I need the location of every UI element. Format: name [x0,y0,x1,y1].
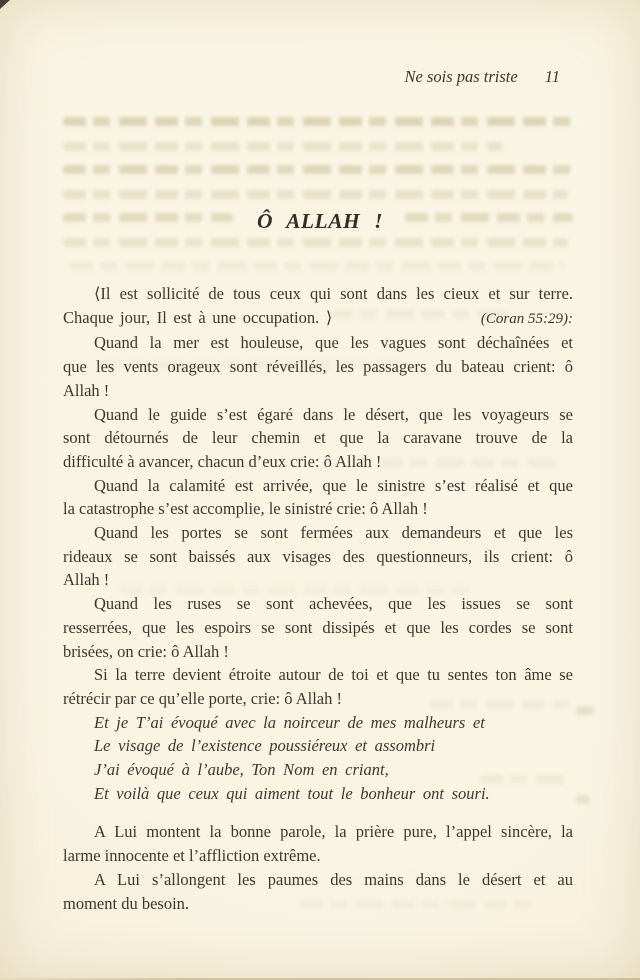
chapter-title: Ô ALLAH ! [256,209,384,233]
paragraph-normal [63,820,573,867]
bleedthrough-artifact [576,795,590,804]
text-line: Et voilà que ceux qui aiment tout le bonheur ont souri. [94,783,490,803]
paragraph-normal [63,663,573,710]
text-line: que les vents orageux sont réveillés, les passagers du bateau crient: ô [63,357,573,377]
text-line: rétrécir par ce qu’elle porte, crie: ô Allah ! [63,688,342,708]
paragraph-poem [63,711,573,806]
text-line: Quand le guide s’est égaré dans le désert, que les voyageurs se [94,404,573,424]
bleedthrough-artifact [63,117,573,126]
text-line: rideaux se sont baissés aux visages des questionneurs, ils crient: ô [63,546,573,566]
running-title: Ne sois pas triste [404,67,518,86]
bleedthrough-artifact [63,190,568,199]
text-line: larme innocente et l’affliction extrême. [63,846,321,866]
paragraph-normal [63,403,573,474]
paragraph-normal [63,592,573,663]
quran-citation: (Coran 55:29): [480,310,573,327]
text-line: ⟨Il est sollicité de tous ceux qui sont dans les cieux et sur terre. [94,284,573,303]
bleedthrough-artifact [70,262,565,271]
text-line: sont détournés de leur chemin et que la caravane trouve de la [63,428,573,448]
paragraph-normal [63,474,573,521]
text-line: difficulté à avancer, chacun d’eux crie: ô Allah ! [63,451,382,471]
page-header [404,67,560,87]
text-line: moment du besoin. [63,893,190,913]
bleedthrough-artifact [63,165,573,174]
body-text [63,282,573,915]
bleedthrough-artifact [63,142,503,151]
text-line: Le visage de l’existence poussiéreux et assombri [94,736,436,756]
bleedthrough-artifact [63,238,568,247]
paragraph-normal [63,521,573,592]
text-line: A Lui s’allongent les paumes des mains dans le désert et au [94,869,573,889]
text-line [63,306,573,332]
text-line: Et je T’ai évoqué avec la noirceur de mes malheurs et [94,712,485,732]
text-line: Allah ! [63,570,110,590]
text-line: J’ai évoqué à l’aube, Ton Nom en criant, [94,760,389,780]
text-line: Quand les ruses se sont achevées, que les issues se sont [94,594,573,614]
text-line: Quand la calamité est arrivée, que le sinistre s’est réalisé et que [94,475,573,495]
page-number: 11 [544,67,560,86]
scan-corner-artifact [0,0,10,9]
text-line: resserrées, que les espoirs se sont dissipés et que les cordes se sont [63,617,573,637]
text-line: Allah ! [63,380,110,400]
text-line: Quand les portes se sont fermées aux demandeurs et que les [94,523,573,543]
text-line: brisées, on crie: ô Allah ! [63,641,229,661]
paragraph-quote [63,282,573,331]
text-line: Quand la mer est houleuse, que les vagues sont déchaînées et [94,333,573,353]
quote-end-text: Chaque jour, Il est à une occupation. ⟩ [63,307,333,327]
text-line: Si la terre devient étroite autour de toi et que tu sentes ton âme se [94,665,573,685]
paragraph-normal [63,331,573,402]
paragraph-normal [63,868,573,915]
text-line: A Lui montent la bonne parole, la prière pure, l’appel sincère, la [94,822,573,842]
text-line: la catastrophe s’est accomplie, le sinistré crie: ô Allah ! [63,499,428,519]
bleedthrough-artifact [576,706,594,715]
